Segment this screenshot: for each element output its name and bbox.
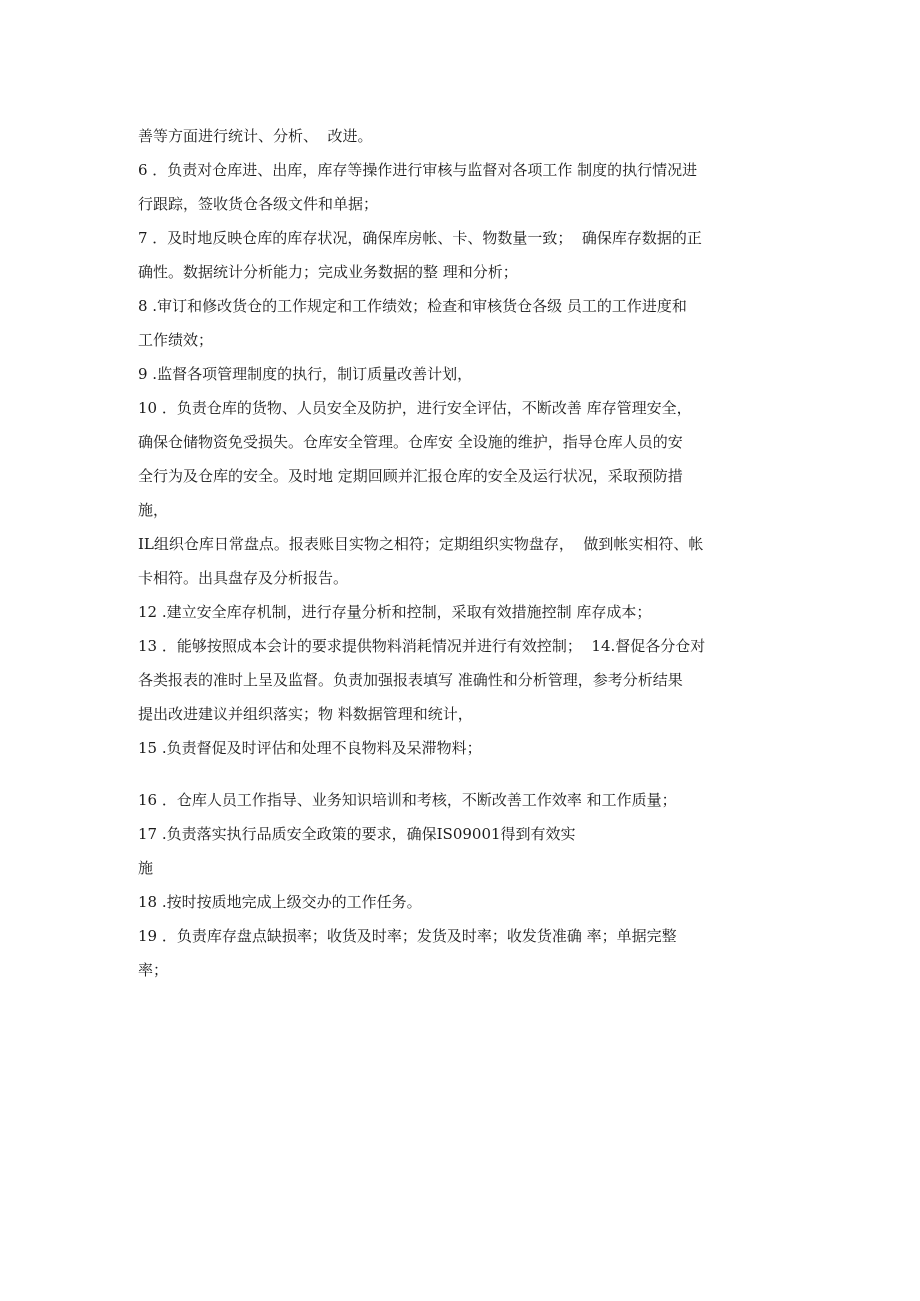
text-line: 10 ．负责仓库的货物、人员安全及防护，进行安全评估，不断改善 库存管理安全， xyxy=(138,399,692,417)
text-line: 8 .审订和修改货仓的工作规定和工作绩效；检查和审核货仓各级 员工的工作进度和 xyxy=(138,297,687,315)
text-line: 率； xyxy=(138,961,169,979)
text-line: 确性。数据统计分析能力；完成业务数据的整 理和分析； xyxy=(138,263,518,281)
text-line: 提出改进建议并组织落实；物 料数据管理和统计， xyxy=(138,705,473,723)
text-line: 17 .负责落实执行品质安全政策的要求，确保IS09001得到有效实 xyxy=(138,825,576,843)
text-line: 确保仓储物资免受损失。仓库安全管理。仓库安 全设施的维护，指导仓库人员的安 xyxy=(138,433,683,451)
text-line: 施 xyxy=(138,859,154,877)
text-line: 工作绩效； xyxy=(138,331,214,349)
text-line: 12 .建立安全库存机制，进行存量分析和控制，采取有效措施控制 库存成本； xyxy=(138,603,652,621)
text-line: 18 .按时按质地完成上级交办的工作任务。 xyxy=(138,893,422,911)
text-line: 15 .负责督促及时评估和处理不良物料及呆滞物料； xyxy=(138,739,482,757)
text-line: 13 ．能够按照成本会计的要求提供物料消耗情况并进行有效控制； 14.督促各分仓对 xyxy=(138,637,706,655)
text-line: 7 ．及时地反映仓库的库存状况，确保库房帐、卡、物数量一致； 确保库存数据的正 xyxy=(138,229,702,247)
text-line: IL组织仓库日常盘点。报表账目实物之相符；定期组织实物盘存， 做到帐实相符、帐 xyxy=(138,535,704,553)
text-line: 善等方面进行统计、分析、 改进。 xyxy=(138,127,373,145)
text-line: 各类报表的准时上呈及监督。负责加强报表填写 准确性和分析管理，参考分析结果 xyxy=(138,671,683,689)
text-line: 19 ．负责库存盘点缺损率；收货及时率；发货及时率；收发货准确 率；单据完整 xyxy=(138,927,677,945)
text-line: 卡相符。出具盘存及分析报告。 xyxy=(138,569,349,587)
text-line: 施， xyxy=(138,501,169,519)
text-line: 行跟踪，签收货仓各级文件和单据； xyxy=(138,195,379,213)
document-body xyxy=(138,119,788,987)
text-line: 6 ．负责对仓库进、出库，库存等操作进行审核与监督对各项工作 制度的执行情况进 xyxy=(138,161,698,179)
text-line: 全行为及仓库的安全。及时地 定期回顾并汇报仓库的安全及运行状况，采取预防措 xyxy=(138,467,683,485)
text-line: 9 .监督各项管理制度的执行，制订质量改善计划， xyxy=(138,365,473,383)
text-line: 16 ．仓库人员工作指导、业务知识培训和考核，不断改善工作效率 和工作质量； xyxy=(138,791,677,809)
